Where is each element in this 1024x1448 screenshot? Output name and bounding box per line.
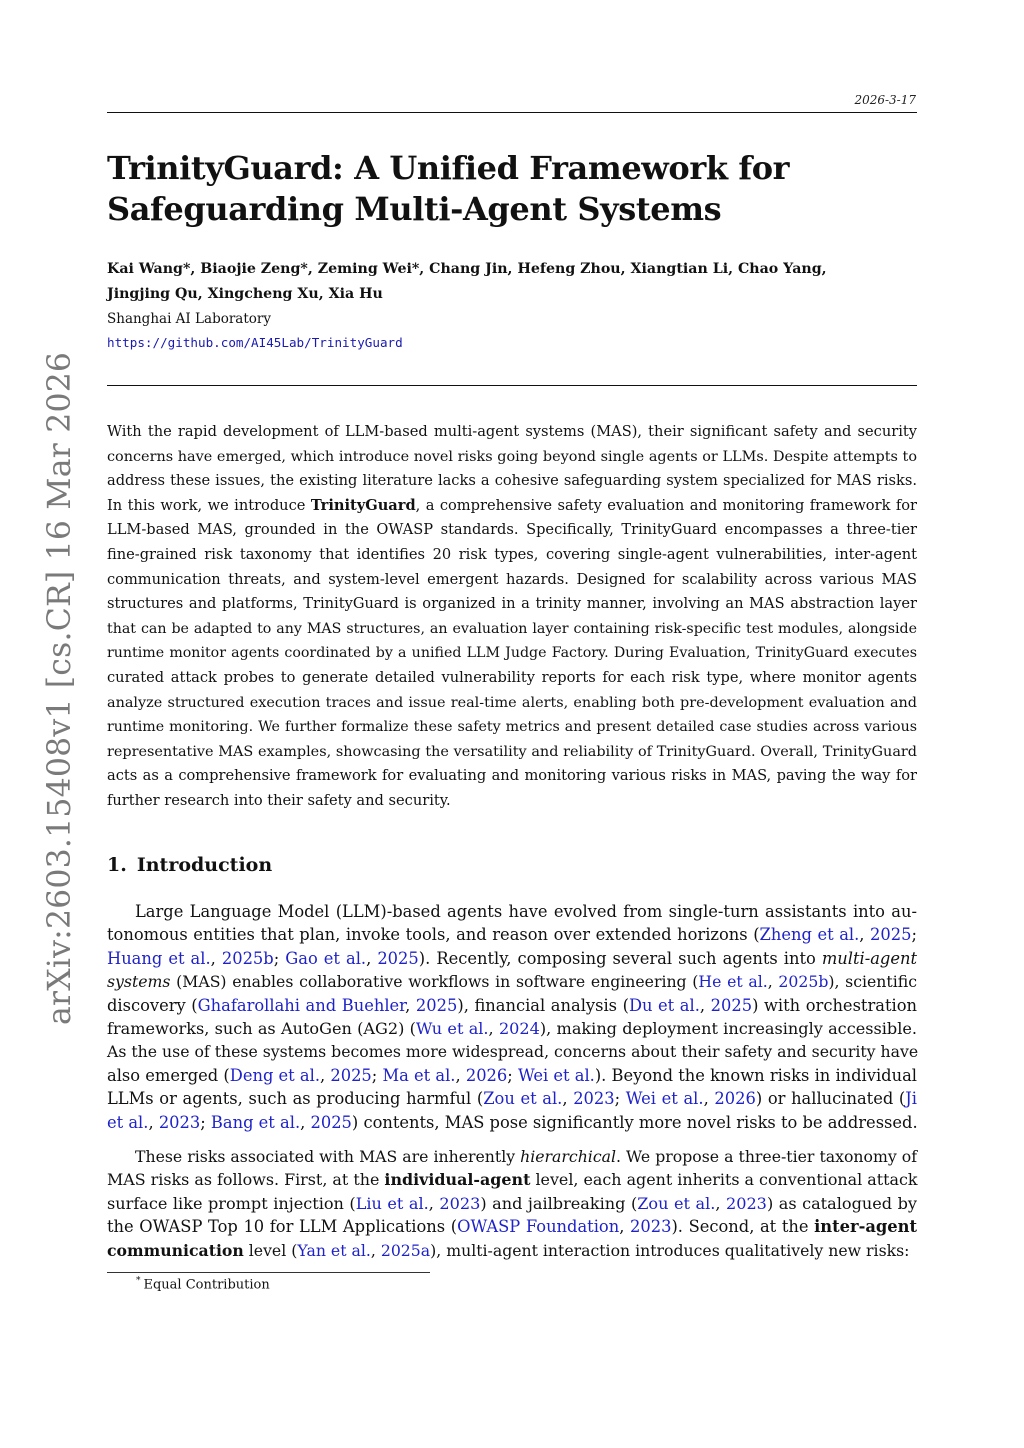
abstract-line: analyze structured execution traces and issue real-time alerts, enabling both pre-development evaluation and [107, 694, 917, 711]
text-run: ; [200, 1112, 211, 1132]
abstract-line: that can be adapted to any MAS structures, an evaluation layer containing risk-specific test modules, alongside [107, 620, 917, 637]
text-run: also emerged ( [107, 1065, 230, 1085]
abstract-line: LLM-based MAS, grounded in the OWASP standards. Specifically, TrinityGuard encompasses a three-tier [107, 521, 917, 539]
abstract-line: structures and platforms, TrinityGuard is organized in a trinity manner, involving an MAS abstraction layer [107, 595, 917, 613]
citation-link[interactable]: Zou et al. [637, 1193, 716, 1213]
footnote-rule [107, 1272, 430, 1273]
header-date: 2026-3-17 [854, 93, 916, 107]
text-run: ) contents, MAS pose significantly more novel risks to be addressed. [351, 1112, 918, 1132]
citation-link[interactable]: Yan et al. [297, 1240, 371, 1260]
citation-link[interactable]: 2025 [377, 948, 419, 968]
body-line: Large Language Model (LLM)-based agents have evolved from single-turn assistants into au- [135, 902, 917, 921]
abstract-line: acts as a comprehensive framework for evaluating and monitoring various risks in MAS, paving the way for [107, 767, 917, 785]
citation-link[interactable]: Wei et al. [517, 1065, 595, 1085]
title-line: TrinityGuard: A Unified Framework for [107, 149, 790, 187]
citation-link[interactable]: 2025a [380, 1240, 431, 1260]
abstract-line [107, 494, 917, 519]
citation-link[interactable]: 2023 [630, 1217, 672, 1237]
text-run: , [455, 1065, 466, 1085]
body-line [107, 970, 917, 993]
bold-term: TrinityGuard [310, 496, 416, 514]
affiliation: Shanghai AI Laboratory [107, 311, 271, 327]
citation-link[interactable]: 2026 [465, 1065, 508, 1085]
text-run: ; [507, 1065, 518, 1085]
author-list [107, 257, 867, 306]
text-run: level, each agent inherits a conventional attack [530, 1170, 918, 1190]
text-run: (MAS) enables collaborative workflows in software engineering ( [170, 972, 699, 992]
abstract-line: representative MAS examples, showcasing the versatility and reliability of TrinityGuard. Overall, TrinityGuard [107, 743, 917, 760]
citation-link[interactable]: 2023 [439, 1193, 481, 1213]
bold-term: inter-agent [814, 1217, 917, 1237]
citation-link[interactable]: He et al. [698, 972, 768, 992]
body-line [107, 1087, 917, 1110]
footnote-text: Equal Contribution [143, 1277, 270, 1293]
paper-title [107, 148, 917, 230]
text-run: , [210, 948, 222, 968]
text-run: , [619, 1217, 630, 1237]
section-number: 1. [107, 854, 127, 876]
citation-link[interactable]: Bang et al. [210, 1112, 301, 1132]
body-line [107, 1145, 917, 1168]
title-line: Safeguarding Multi-Agent Systems [107, 190, 722, 228]
text-run: . We propose a three-tier taxonomy of [615, 1147, 918, 1166]
body-line [107, 1064, 917, 1087]
text-run: ). Recently, composing several such agents into [418, 948, 822, 968]
header-rule [107, 112, 917, 113]
text-run: These risks associated with MAS are inherently [135, 1147, 521, 1166]
text-run: ), multi-agent interaction introduces qualitatively new risks: [430, 1240, 910, 1260]
citation-link[interactable]: Ji [905, 1089, 918, 1109]
text-run: , [715, 1193, 726, 1213]
citation-link[interactable]: OWASP Foundation [457, 1217, 620, 1237]
text-run: , [699, 995, 711, 1015]
citation-link[interactable]: Du et al. [628, 995, 700, 1015]
body-line [107, 947, 917, 970]
citation-link[interactable]: 2023 [158, 1112, 201, 1132]
text-run: ), scientific [828, 972, 917, 992]
text-run: ) with orchestration [752, 995, 917, 1015]
italic-term: hierarchical [520, 1147, 616, 1166]
text-run: ; [614, 1089, 626, 1109]
body-line: As the use of these systems becomes more widespread, concerns about their safety and security have [107, 1042, 919, 1062]
section-title: Introduction [136, 854, 273, 876]
citation-link[interactable]: 2024 [498, 1019, 540, 1039]
citation-link[interactable]: Wei et al. [625, 1089, 704, 1109]
text-run: MAS risks as follows. First, at the [107, 1170, 385, 1190]
text-run: , [405, 995, 416, 1015]
citation-link[interactable]: Gao et al. [285, 948, 367, 968]
text-run: , [366, 948, 378, 968]
citation-link[interactable]: 2025b [221, 948, 274, 968]
text-run: , a comprehensive safety evaluation and monitoring framework for [415, 496, 918, 514]
text-run: ). Beyond the known risks in individual [594, 1065, 917, 1085]
text-run: ) as catalogued by [766, 1193, 917, 1213]
text-run: , [488, 1019, 499, 1039]
text-run: , [148, 1112, 159, 1132]
text-run: level ( [243, 1240, 298, 1260]
text-run: In this work, we introduce [107, 496, 311, 514]
text-run: tonomous entities that plan, invoke tools, and reason over extended horizons ( [107, 925, 760, 945]
abstract-line: further research into their safety and security. [107, 791, 451, 809]
citation-link[interactable]: 2023 [573, 1089, 615, 1109]
abstract-rule [107, 385, 917, 386]
text-run: ; [911, 925, 917, 945]
body-line [107, 994, 917, 1017]
citation-link[interactable]: Liu et al. [355, 1193, 429, 1213]
text-run: , [300, 1112, 311, 1132]
citation-link[interactable]: Huang et al. [107, 948, 211, 968]
abstract-line: concerns have emerged, which introduce novel risks going beyond single agents or LLMs. Despite attempts to [107, 448, 917, 465]
text-run: ). Second, at the [671, 1217, 815, 1237]
footnote-marker: * [136, 1276, 141, 1286]
body-line [107, 923, 917, 946]
abstract-line: address these issues, the existing literature lacks a cohesive safeguarding system specialized for MAS risks. [107, 472, 917, 490]
body-line [107, 1215, 917, 1238]
intro-paragraph-1 [107, 900, 917, 1134]
text-run: , [703, 1089, 715, 1109]
author-line: Jingjing Qu, Xingcheng Xu, Xia Hu [107, 285, 383, 302]
text-run: LLMs or agents, such as producing harmful ( [107, 1089, 484, 1109]
citation-link[interactable]: Wu et al. [415, 1019, 489, 1039]
section-heading-introduction [107, 854, 272, 876]
text-run: the OWASP Top 10 for LLM Applications ( [107, 1217, 458, 1237]
text-run: , [562, 1089, 574, 1109]
citation-link[interactable]: Ma et al. [382, 1065, 456, 1085]
citation-link[interactable]: 2025b [778, 972, 829, 992]
citation-link[interactable]: Deng et al. [229, 1065, 320, 1085]
abstract [107, 420, 917, 814]
text-run: , [320, 1065, 331, 1085]
citation-link[interactable]: 2025 [330, 1065, 372, 1085]
citation-link[interactable]: Ghafarollahi and Buehler [197, 995, 406, 1015]
text-run: frameworks, such as AutoGen (AG2) ( [107, 1019, 416, 1039]
citation-link[interactable]: et al. [107, 1112, 149, 1132]
citation-link[interactable]: 2026 [714, 1089, 756, 1109]
bold-term: individual-agent [384, 1170, 531, 1190]
body-line [107, 1017, 917, 1040]
text-run: ), financial analysis ( [457, 995, 629, 1015]
text-run: , [428, 1193, 440, 1213]
abstract-line: fine-grained risk taxonomy that identifies 20 risk types, covering single-agent vulnerabilities, inter-agent [107, 545, 917, 563]
citation-link[interactable]: 2025 [870, 925, 912, 945]
text-run: , [767, 972, 779, 992]
text-run: ), making deployment increasingly accessible. [539, 1019, 917, 1039]
abstract-line: With the rapid development of LLM-based multi-agent systems (MAS), their significant safety and security [107, 423, 917, 440]
body-line [107, 1168, 917, 1191]
italic-term: multi-agent [821, 948, 918, 968]
abstract-line: communication threats, and system-level emergent hazards. Designed for scalability across various MAS [107, 570, 917, 588]
text-run: ) and jailbreaking ( [480, 1193, 638, 1213]
citation-link[interactable]: 2025 [415, 995, 458, 1015]
text-run: ; [371, 1065, 383, 1085]
citation-link[interactable]: Zheng et al. [759, 925, 860, 945]
citation-link[interactable]: 2023 [725, 1193, 767, 1213]
abstract-line: runtime monitoring. We further formalize these safety metrics and present detailed case studies across various [107, 719, 917, 736]
footnote [136, 1276, 270, 1292]
body-line [107, 1192, 917, 1215]
text-run: ; [273, 948, 286, 968]
citation-link[interactable]: 2025 [710, 995, 753, 1015]
body-line [107, 1239, 917, 1262]
author-line: Kai Wang*, Biaojie Zeng*, Zeming Wei*, Chang Jin, Hefeng Zhou, Xiangtian Li, Chao Yang, [107, 261, 827, 277]
abstract-line: curated attack probes to generate detailed vulnerability reports for each risk type, where monitor agents [107, 668, 917, 686]
text-run: ) or hallucinated ( [755, 1089, 906, 1109]
arxiv-sidebar-stamp[interactable]: arXiv:2603.15408v1 [cs.CR] 16 Mar 2026 [42, 351, 78, 1025]
repo-link[interactable]: https://github.com/AI45Lab/TrinityGuard [107, 335, 403, 350]
citation-link[interactable]: 2025 [310, 1112, 352, 1132]
citation-link[interactable]: Zou et al. [483, 1089, 563, 1109]
text-run: , [370, 1240, 381, 1260]
text-run: discovery ( [107, 995, 198, 1015]
intro-paragraph-2 [107, 1145, 917, 1262]
italic-term: systems [107, 972, 171, 992]
text-run: , [859, 925, 871, 945]
text-run: surface like prompt injection ( [107, 1193, 356, 1213]
body-line [107, 1111, 917, 1134]
bold-term: communication [107, 1240, 244, 1260]
abstract-line: runtime monitor agents coordinated by a unified LLM Judge Factory. During Evaluation, TrinityGuard executes [107, 645, 917, 662]
